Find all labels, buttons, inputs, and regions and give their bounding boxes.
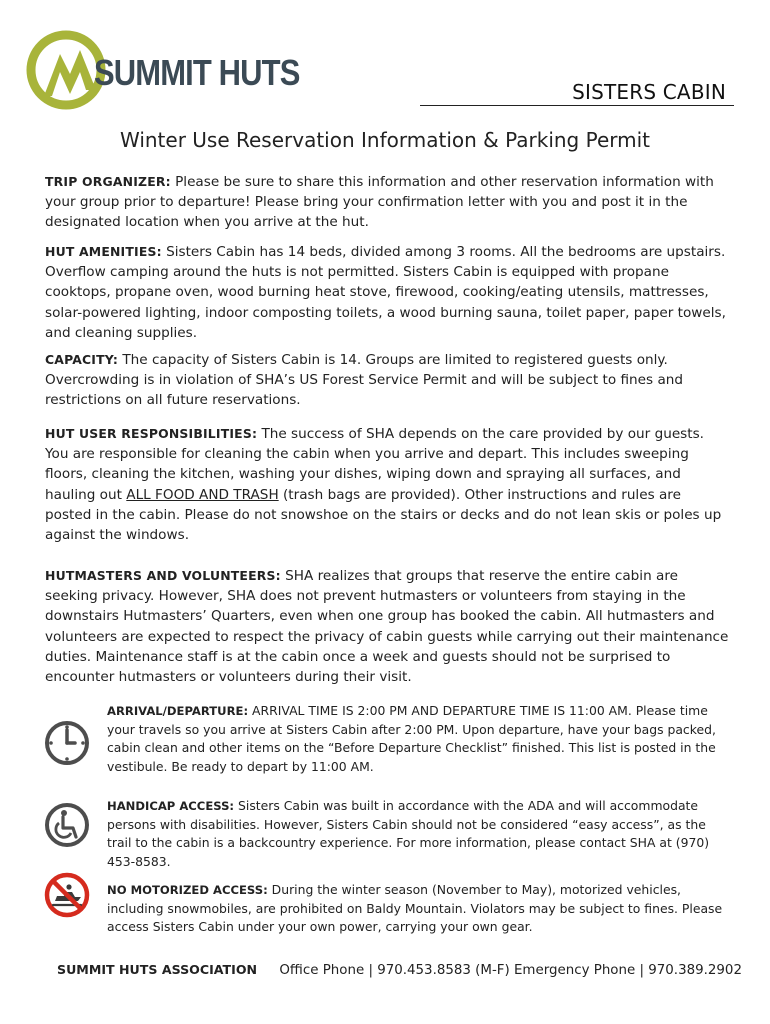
section-text: Sisters Cabin has 14 beds, divided among 3 rooms. All the bedrooms are upstairs. Overflow camping around the huts is not permitted. Sisters Cabin is equipped with propane cooktops, propane oven, wood burning heat stove, firewood, cooking/eating utensils, mattresses, solar-powered lighting, indoor composting toilets, a wood burning sauna, toilet paper, paper towels, and cleaning supplies. <box>45 244 726 341</box>
section-label: HUT AMENITIES: <box>45 244 162 259</box>
page-title: Winter Use Reservation Information & Parking Permit <box>119 128 651 152</box>
section-label: HUT USER RESPONSIBILITIES: <box>45 426 258 441</box>
wheelchair-icon <box>42 800 92 850</box>
logo-wordmark: SUMMIT HUTS <box>94 52 300 93</box>
header-divider <box>420 105 734 106</box>
section-label: NO MOTORIZED ACCESS: <box>107 883 268 897</box>
cabin-name: SISTERS CABIN <box>572 80 726 104</box>
no-snowmobile-icon <box>42 870 92 920</box>
trip-organizer-section <box>45 172 730 233</box>
footer <box>57 962 742 978</box>
food-trash-emphasis: ALL FOOD AND TRASH <box>126 486 279 503</box>
section-text: During the winter season (November to May), motorized vehicles, including snowmobiles, are prohibited on Baldy Mountain. Violators may be subject to fines. Please access Sisters Cabin under your own power, carrying your own gear. <box>107 882 723 935</box>
section-label: HUTMASTERS AND VOLUNTEERS: <box>45 568 281 583</box>
section-text: Please be sure to share this information and other reservation information with your group prior to departure! Please bring your confirmation letter with you and post it in the designated location when you arrive at the hut. <box>45 174 714 231</box>
section-label: CAPACITY: <box>45 352 119 367</box>
section-label: HANDICAP ACCESS: <box>107 799 235 813</box>
section-text: Sisters Cabin was built in accordance with the ADA and will accommodate persons with disabilities. However, Sisters Cabin should not be considered “easy access”, as the trail to the cabin is a backcountry experience. For more information, please contact SHA at (970) 453-8583. <box>107 798 710 869</box>
hut-amenities-section <box>45 242 730 343</box>
section-label: TRIP ORGANIZER: <box>45 174 171 189</box>
footer-org: SUMMIT HUTS ASSOCIATION <box>57 962 258 977</box>
handicap-access-section <box>107 797 729 871</box>
section-text: The capacity of Sisters Cabin is 14. Groups are limited to registered guests only. Overcrowding is in violation of SHA’s US Forest Service Permit and will be subject to fines and restrictions on all future reservations. <box>45 352 684 409</box>
section-text: The success of SHA depends on the care provided by our guests. You are responsible for cleaning the cabin when you arrive and depart. This includes sweeping floors, cleaning the kitchen, washing your dishes, wiping down and spraying all surfaces, and hauling out <box>45 426 704 503</box>
capacity-section <box>45 350 730 411</box>
footer-phones: Office Phone | 970.453.8583 (M-F) Emergency Phone | 970.389.2902 <box>279 963 742 978</box>
section-text: SHA realizes that groups that reserve the entire cabin are seeking privacy. However, SHA does not prevent hutmasters or volunteers from staying in the downstairs Hutmasters’ Quarters, even when one group has booked the cabin. All hutmasters and volunteers are expected to respect the privacy of cabin guests while carrying out their maintenance duties. Maintenance staff is at the cabin once a week and guests should not be surprised to encounter hutmasters or volunteers during their visit. <box>45 568 729 686</box>
section-label: ARRIVAL/DEPARTURE: <box>107 704 249 718</box>
section-text: ARRIVAL TIME IS 2:00 PM AND DEPARTURE TIME IS 11:00 AM. Please time your travels so you arrive at Sisters Cabin after 2:00 PM. Upon departure, have your bags packed, cabin clean and other items on the “Before Departure Checklist” finished. This list is posted in the vestibule. Be ready to depart by 11:00 AM. <box>107 703 716 774</box>
arrival-departure-section <box>107 702 729 776</box>
no-motorized-section <box>107 881 729 937</box>
hutmasters-section <box>45 566 730 687</box>
section-text: (trash bags are provided). Other instructions and rules are posted in the cabin. Please do not snowshoe on the stairs or decks and do not lean skis or poles up against the windows. <box>45 486 722 544</box>
responsibilities-section <box>45 424 730 545</box>
clock-icon <box>42 718 92 768</box>
